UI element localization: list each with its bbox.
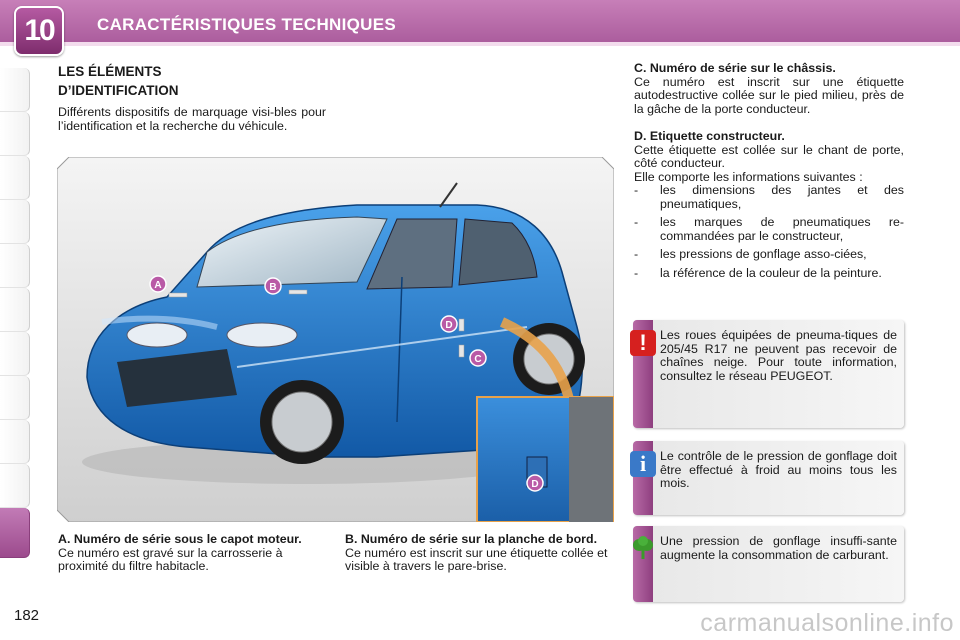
eco-note xyxy=(633,526,904,602)
item-a-title: A. Numéro de série sous le capot moteur. xyxy=(58,532,302,546)
car-identification-figure xyxy=(57,157,614,522)
callout-c xyxy=(470,350,486,366)
callout-a xyxy=(150,276,166,292)
item-b-text: Ce numéro est inscrit sur une étiquette collée et visible à travers le pare-brise. xyxy=(345,545,608,573)
list-item: - les marques de pneumatiques re-commandées par le constructeur, xyxy=(634,216,904,243)
chapter-tab[interactable] xyxy=(0,332,30,376)
item-a xyxy=(58,533,326,574)
item-d-list xyxy=(634,184,904,280)
section-title: LES ÉLÉMENTS D’IDENTIFICATION xyxy=(58,64,179,98)
callout-d xyxy=(441,316,457,332)
list-item: - les pressions de gonflage asso-ciées, xyxy=(634,248,904,262)
callout-b xyxy=(265,278,281,294)
warning-note-text: Les roues équipées de pneuma-tiques de 205/45 R17 ne peuvent pas recevoir de chaînes neige. Pour toute information, consultez le réseau PEUGEOT. xyxy=(660,328,897,383)
right-column xyxy=(634,62,904,285)
chapter-tab[interactable] xyxy=(0,376,30,420)
chapter-tab-active[interactable] xyxy=(0,508,30,558)
chapter-title: CARACTÉRISTIQUES TECHNIQUES xyxy=(97,15,397,34)
chapter-tab[interactable] xyxy=(0,156,30,200)
warning-icon: ! xyxy=(630,330,656,356)
page-number: 182 xyxy=(14,607,40,624)
item-a-text: Ce numéro est gravé sur la carrosserie à proximité du filtre habitacle. xyxy=(58,545,283,573)
list-item: - les dimensions des jantes et des pneumatiques, xyxy=(634,184,904,211)
info-note xyxy=(633,441,904,515)
svg-text:A: A xyxy=(154,280,162,291)
chapter-tab[interactable] xyxy=(0,112,30,156)
chapter-tab[interactable] xyxy=(0,244,30,288)
item-c-title: C. Numéro de série sur le châssis. xyxy=(634,61,836,75)
warning-note xyxy=(633,320,904,428)
eco-note-text: Une pression de gonflage insuffi-sante augmente la consommation de carburant. xyxy=(660,534,897,562)
item-b xyxy=(345,533,613,574)
chapter-tab[interactable] xyxy=(0,464,30,508)
chapter-tab[interactable] xyxy=(0,68,30,112)
section-intro: Différents dispositifs de marquage visi-bles pour l’identification et la recherche du véhicule. xyxy=(58,105,326,133)
item-c-text: Ce numéro est inscrit sur une étiquette autodestructive collée sur le pied milieu, près de la gâche de la porte conducteur. xyxy=(634,74,904,116)
chapter-tab[interactable] xyxy=(0,420,30,464)
svg-text:D: D xyxy=(531,479,539,490)
item-d-title: D. Etiquette constructeur. xyxy=(634,129,785,143)
item-d-text: Cette étiquette est collée sur le chant de porte, côté conducteur. xyxy=(634,142,904,170)
chapter-tabs xyxy=(0,68,30,558)
chapter-number-badge: 10 xyxy=(14,6,64,56)
callout-d-inset xyxy=(527,475,543,491)
svg-text:D: D xyxy=(445,320,453,331)
info-note-text: Le contrôle de le pression de gonflage doit être effectué à froid au moins tous les mois. xyxy=(660,449,897,490)
list-item: - la référence de la couleur de la peinture. xyxy=(634,267,904,281)
chapter-tab[interactable] xyxy=(0,200,30,244)
tree-eco-icon xyxy=(630,536,656,562)
watermark: carmanualsonline.info xyxy=(700,609,954,637)
item-d-text2: Elle comporte les informations suivantes : xyxy=(634,169,863,184)
item-b-title: B. Numéro de série sur la planche de bord. xyxy=(345,532,598,546)
svg-text:C: C xyxy=(474,354,482,365)
svg-text:B: B xyxy=(269,282,277,293)
chapter-tab[interactable] xyxy=(0,288,30,332)
info-icon: i xyxy=(630,451,656,477)
